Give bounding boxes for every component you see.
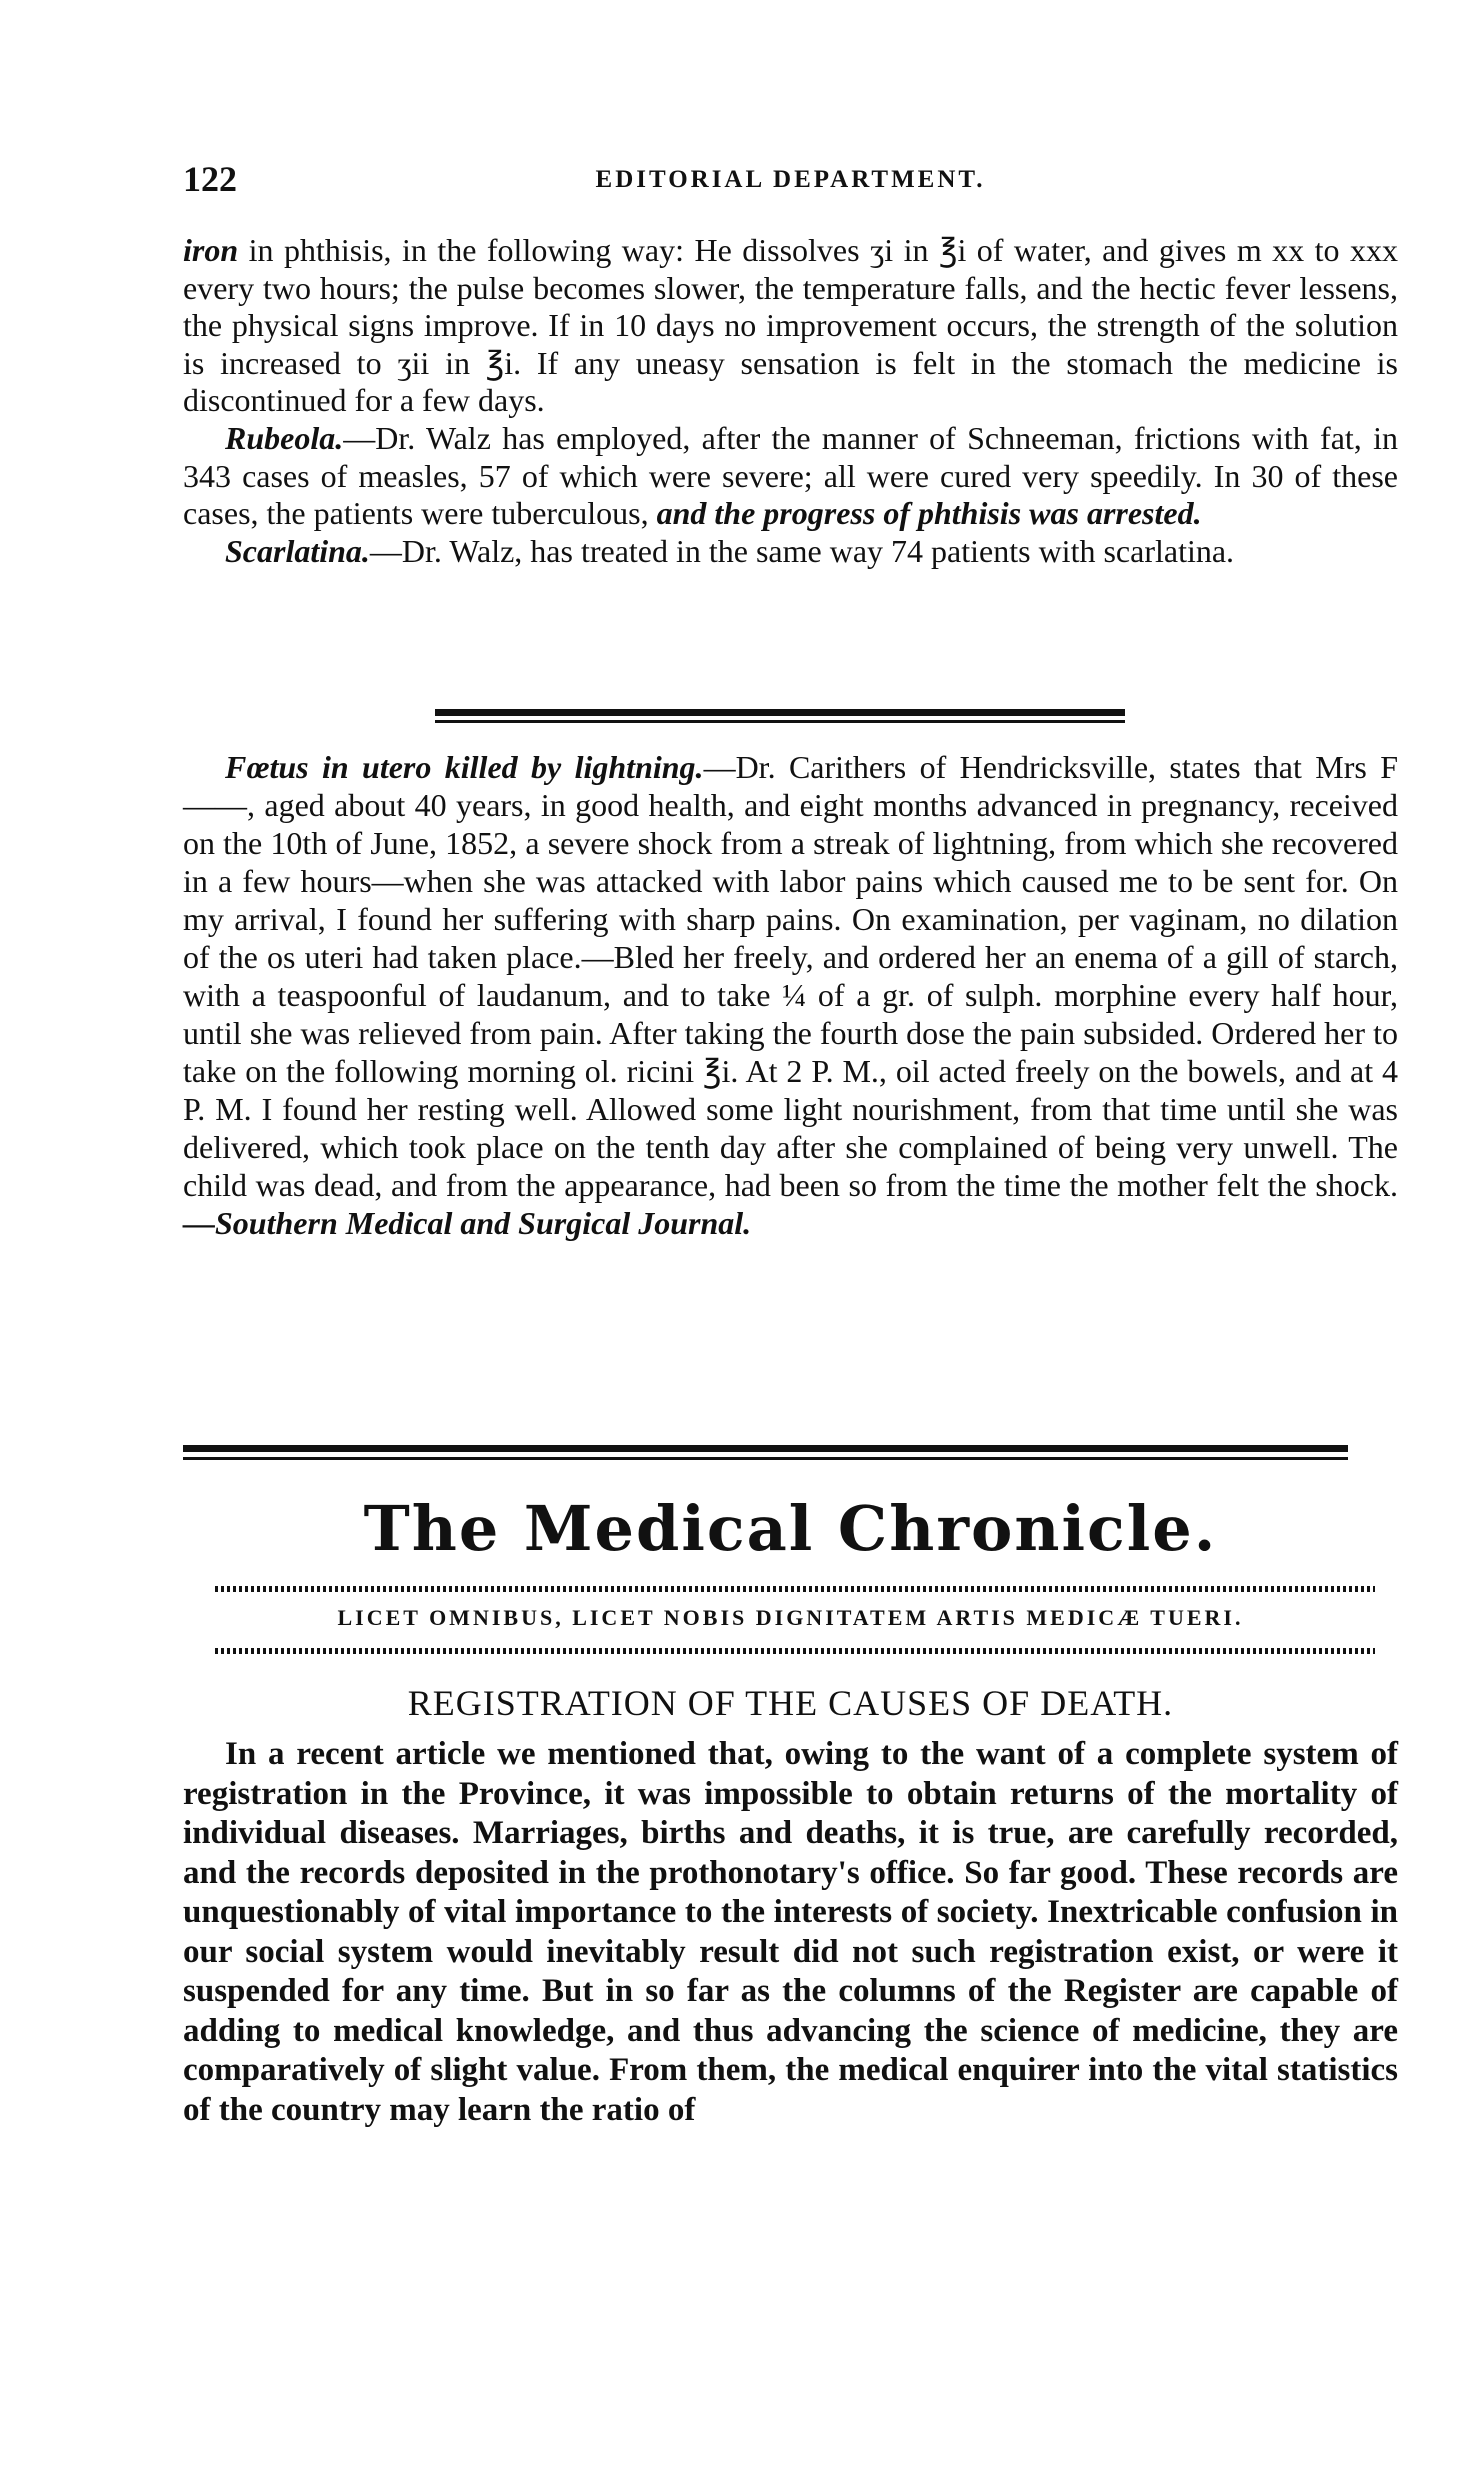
rubeola-text: —Dr. Walz has employed, after the manner of Schneeman, frictions with fat, in 343 cases of measles, 57 of which were severe; all were cured very speedily. In 30 of these cases, the patients were tuberculous, [183,419,1398,532]
foetus-title: Fœtus in utero killed by lightning. [225,749,704,785]
iron-phthisis-paragraph [183,232,1398,420]
page-number: 122 [183,159,237,199]
scarlatina-text: —Dr. Walz, has treated in the same way 74 patients with scarlatina. [369,532,1235,569]
chronicle-divider [183,1445,1348,1452]
iron-phthisis-text: in phthisis, in the following way: He dissolves ʒi in ℥i of water, and gives m xx to xxx every two hours; the pulse becomes slower, the temperature falls, and the hectic fever lessens, the physical signs improve. If in 10 days no improvement occurs, the strength of the solution is increased to ʒii in ℥i. If any uneasy sensation is felt in the stomach the medicine is discontinued for a few days. [183,232,1398,419]
foetus-paragraph [183,748,1398,1242]
section-divider-top-underline [435,720,1125,723]
foetus-lightning-article [183,748,1398,1242]
chronicle-divider-underline [183,1457,1348,1460]
rubeola-emphasis: and the progress of phthisis was arrested. [656,495,1202,532]
motto-wavy-rule-top [215,1586,1375,1592]
chronicle-masthead: The Medical Chronicle. [363,1492,1218,1565]
scarlatina-title: Scarlatina. [225,532,370,569]
rubeola-title: Rubeola. [225,419,344,456]
registration-article [183,1735,1398,2130]
iron-word: iron [183,232,239,268]
running-head: EDITORIAL DEPARTMENT. [595,166,986,193]
motto-wavy-rule-bottom [215,1648,1375,1654]
foetus-source: —Southern Medical and Surgical Journal. [183,1205,752,1241]
article-heading: REGISTRATION OF THE CAUSES OF DEATH. [407,1683,1174,1723]
registration-paragraph: In a recent article we mentioned that, owing to the want of a complete system of registration in the Province, it was impossible to obtain returns of the mortality of individual diseases. Marriages, births and deaths, it is true, are carefully recorded, and the records deposited in the prothonotary's office. So far good. These records are unquestionably of vital importance to the interests of society. Inextricable confusion in our social system would inevitably result did not such registration exist, or were it suspended for any time. But in so far as the columns of the Register are capable of adding to medical knowledge, and thus advancing the science of medicine, they are comparatively of slight value. From them, the medical enquirer into the vital statistics of the country may learn the ratio of [183,1736,1398,2128]
treatment-notes [183,232,1398,570]
foetus-text: —Dr. Carithers of Hendricksville, states that Mrs F——, aged about 40 years, in good health, and eight months advanced in pregnancy, received on the 10th of June, 1852, a severe shock from a streak of lightning, from which she recovered in a few hours—when she was attacked with labor pains which caused me to be sent for. On my arrival, I found her suffering with sharp pains. On examination, per vaginam, no dilation of the os uteri had taken place.—Bled her freely, and ordered her an enema of a gill of starch, with a teaspoonful of laudanum, and to take ¼ of a gr. of sulph. morphine every half hour, until she was relieved from pain. After taking the fourth dose the pain subsided. Ordered her to take on the following morning ol. ricini ℥i. At 2 P. M., oil acted freely on the bowels, and at 4 P. M. I found her resting well. Allowed some light nourishment, from that time until she was delivered, which took place on the tenth day after she complained of being very unwell. The child was dead, and from the appearance, had been so from the time the mother felt the shock. [183,749,1399,1203]
chronicle-motto: LICET OMNIBUS, LICET NOBIS DIGNITATEM ARTIS MEDICÆ TUERI. [337,1605,1244,1630]
scarlatina-paragraph [183,533,1398,571]
section-divider-top [435,709,1125,716]
page-header [183,158,1398,208]
rubeola-paragraph [183,420,1398,533]
